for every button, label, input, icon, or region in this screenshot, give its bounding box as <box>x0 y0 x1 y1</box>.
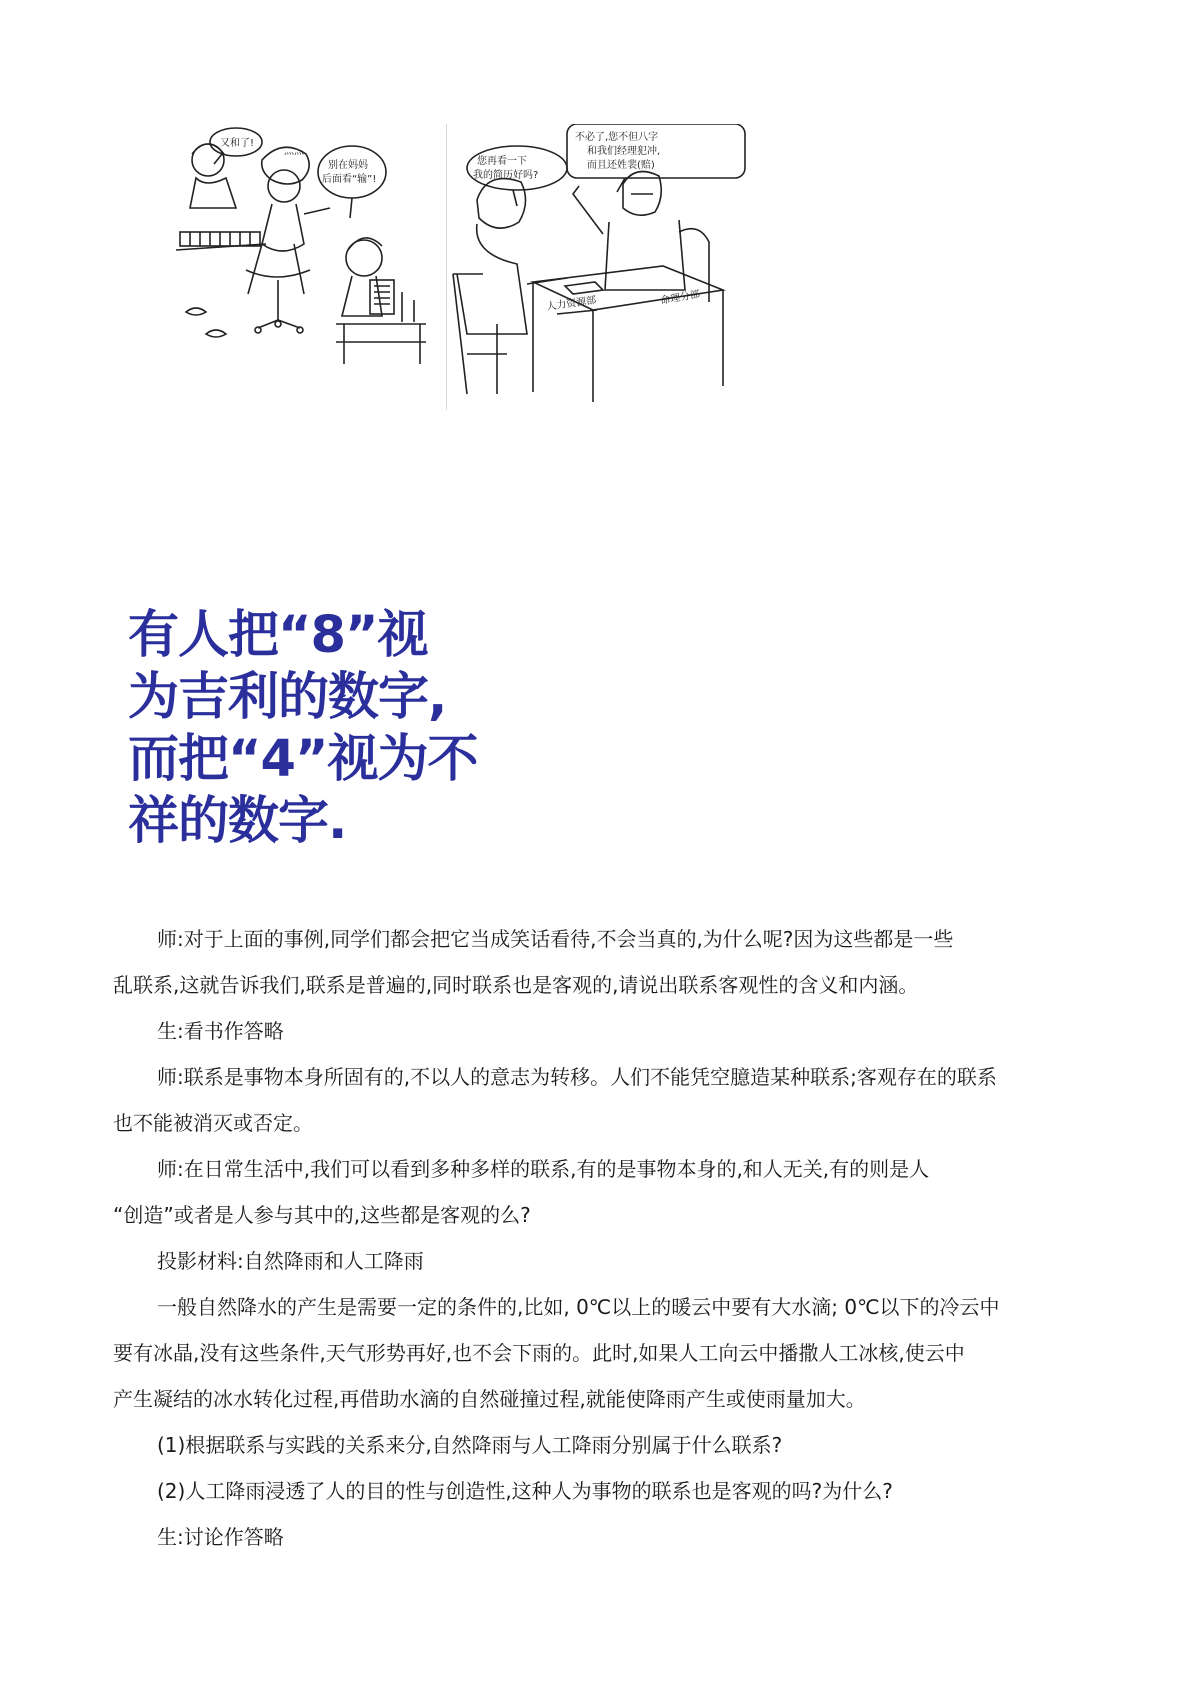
desk-sign-fortune: 命理分部 <box>659 289 701 307</box>
cartoon-interview-drawing <box>447 124 787 410</box>
paragraph-material-line3: 产生凝结的冰水转化过程,再借助水滴的自然碰撞过程,就能使降雨产生或使雨量加大。 <box>113 1387 866 1411</box>
lesson-text <box>113 916 1085 1560</box>
paragraph-teacher-2-line1: 师:联系是事物本身所固有的,不以人的意志为转移。人们不能凭空臆造某种联系;客观存在的联系 <box>157 1065 997 1089</box>
paragraph-teacher-3-line1: 师:在日常生活中,我们可以看到多种多样的联系,有的是事物本身的,和人无关,有的则是人 <box>157 1157 930 1181</box>
bubble-text-2-line2: 后面看“输”! <box>322 174 377 185</box>
bubble-manager-line3: 而且还姓裴(赔) <box>587 160 655 171</box>
bubble-applicant-line1: 您再看一下 <box>477 156 527 167</box>
bubble-text-1: 又和了! <box>220 138 255 149</box>
lucky-line-1: 有人把“8”视 <box>128 606 428 665</box>
paragraph-teacher-1-line1: 师:对于上面的事例,同学们都会把它当成笑话看待,不会当真的,为什么呢?因为这些都是一些 <box>157 927 954 951</box>
desk-sign-hr: 人力资源部 <box>545 295 597 313</box>
exclaim-text: 灬灬 <box>284 146 304 157</box>
paragraph-student-2: 生:讨论作答略 <box>157 1525 284 1549</box>
lucky-line-2: 为吉利的数字, <box>128 668 447 727</box>
lucky-line-3: 而把“4”视为不 <box>128 730 478 789</box>
cartoon-interview <box>446 124 787 410</box>
cartoon-mahjong <box>176 120 442 378</box>
paragraph-material-line2: 要有冰晶,没有这些条件,天气形势再好,也不会下雨的。此时,如果人工向云中播撒人工冰核,使云中 <box>113 1341 965 1365</box>
paragraph-material-line1: 一般自然降水的产生是需要一定的条件的,比如, 0℃以上的暖云中要有大水滴; 0℃以下的冷云中 <box>157 1295 1000 1319</box>
lucky-line-4: 祥的数字. <box>128 792 347 851</box>
bubble-manager-line2: 和我们经理犯冲, <box>587 146 661 157</box>
paragraph-teacher-2-line2: 也不能被消灭或否定。 <box>113 1111 313 1135</box>
lucky-number-image <box>128 605 478 890</box>
bubble-manager-line1: 不必了,您不但八字 <box>575 132 659 143</box>
paragraph-teacher-1-line2: 乱联系,这就告诉我们,联系是普遍的,同时联系也是客观的,请说出联系客观性的含义和内涵。 <box>113 973 919 997</box>
question-1: (1)根据联系与实践的关系来分,自然降雨与人工降雨分别属于什么联系? <box>157 1433 783 1457</box>
paragraph-material-title: 投影材料:自然降雨和人工降雨 <box>157 1249 424 1273</box>
bubble-applicant-line2: 我的简历好吗? <box>473 170 539 181</box>
question-2: (2)人工降雨浸透了人的目的性与创造性,这种人为事物的联系也是客观的吗?为什么? <box>157 1479 893 1503</box>
paragraph-student-1: 生:看书作答略 <box>157 1019 284 1043</box>
cartoon-mahjong-drawing <box>176 120 442 378</box>
paragraph-teacher-3-line2: “创造”或者是人参与其中的,这些都是客观的么? <box>113 1203 531 1227</box>
bubble-text-2-line1: 别在妈妈 <box>328 160 368 171</box>
